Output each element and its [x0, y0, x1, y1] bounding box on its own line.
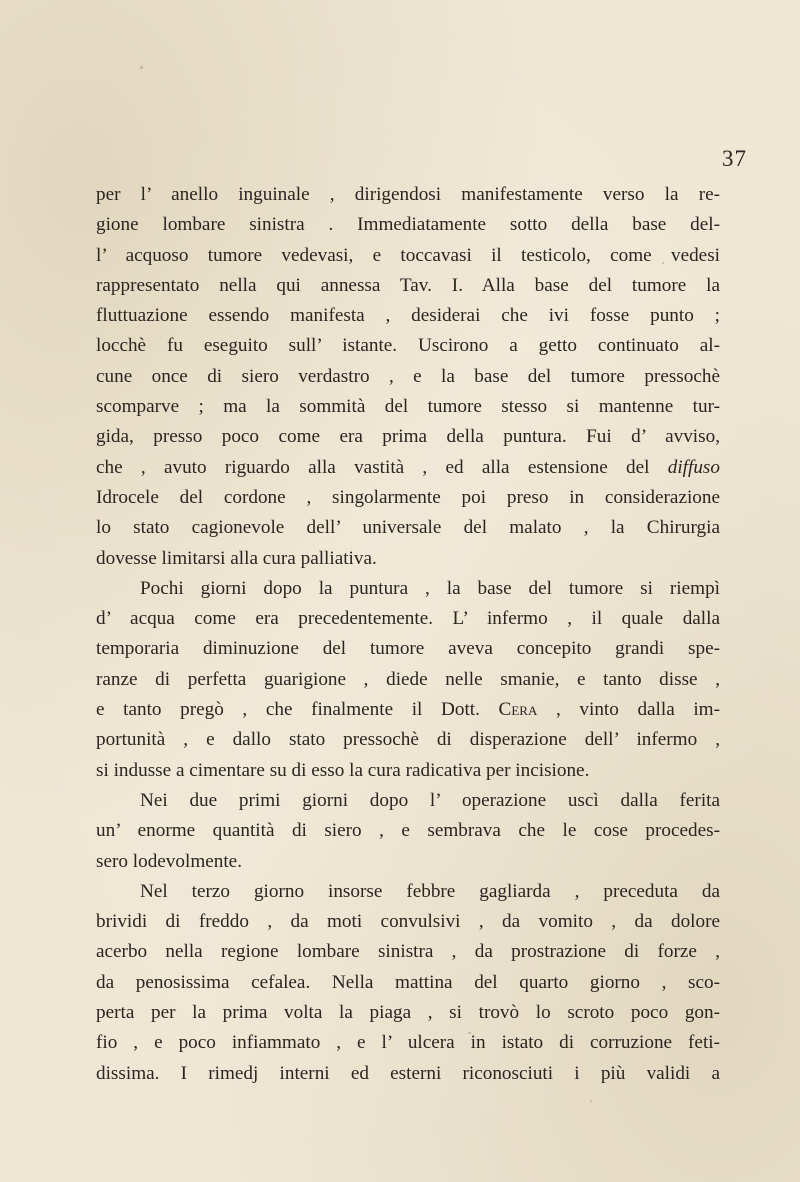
text-line: l’ acquoso tumore vedevasi, e toccavasi il testicolo, come vedesi — [96, 244, 720, 266]
text-line: rappresentato nella qui annessa Tav. I. Alla base del tumore la — [96, 274, 720, 296]
text-line: brividi di freddo , da moti convulsivi , da vomito , da dolore — [96, 911, 720, 933]
paper-spot — [662, 262, 664, 264]
text-line: locchè fu eseguito sull’ istante. Uscirono a getto continuato al- — [96, 335, 720, 357]
text-line: fio , e poco infiammato , e l’ ulcera in istato di corruzione feti- — [96, 1032, 720, 1054]
text-line: Pochi giorni dopo la puntura , la base del tumore si riempì — [140, 577, 720, 599]
text-line: ranze di perfetta guarigione , diede nelle smanie, e tanto disse , — [96, 668, 720, 690]
paper-spot — [468, 1032, 471, 1034]
text-line: si indusse a cimentare su di esso la cura radicativa per incisione. — [96, 759, 590, 781]
text-line: e tanto pregò , che finalmente il Dott. Cera , vinto dalla im- — [96, 699, 720, 721]
small-caps-name: Cera — [498, 699, 538, 721]
text-line: gida, presso poco come era prima della puntura. Fui d’ avviso, — [96, 426, 720, 448]
text-line: fluttuazione essendo manifesta , desiderai che ivi fosse punto ; — [96, 305, 720, 327]
text-line: sero lodevolmente. — [96, 850, 242, 872]
text-line: Nel terzo giorno insorse febbre gagliarda , preceduta da — [140, 880, 720, 902]
body-text — [96, 180, 720, 1089]
text-line: acerbo nella regione lombare sinistra , da prostrazione di forze , — [96, 941, 720, 963]
text-line: da penosissima cefalea. Nella mattina del quarto giorno , sco- — [96, 971, 720, 993]
text-line: gione lombare sinistra . Immediatamente sotto della base del- — [96, 214, 720, 236]
text-line: portunità , e dallo stato pressochè di disperazione dell’ infermo , — [96, 729, 720, 751]
text-line: Nei due primi giorni dopo l’ operazione uscì dalla ferita — [140, 789, 720, 811]
italic-word: diffuso — [667, 456, 720, 478]
paper-spot — [140, 66, 143, 69]
text-line: che , avuto riguardo alla vastità , ed alla estensione del diffuso — [96, 456, 720, 478]
text-line: per l’ anello inguinale , dirigendosi manifestamente verso la re- — [96, 184, 720, 205]
text-line: dissima. I rimedj interni ed esterni riconosciuti i più validi a — [96, 1062, 720, 1084]
text-line: dovesse limitarsi alla cura palliativa. — [96, 547, 377, 569]
text-line: perta per la prima volta la piaga , si trovò lo scroto poco gon- — [96, 1002, 720, 1024]
text-line: cune once di siero verdastro , e la base del tumore pressochè — [96, 365, 720, 387]
paper-spot — [590, 1100, 592, 1102]
text-line: scomparve ; ma la sommità del tumore stesso si mantenne tur- — [96, 396, 720, 418]
page-number: 37 — [722, 146, 747, 171]
text-line: d’ acqua come era precedentemente. L’ infermo , il quale dalla — [96, 608, 720, 630]
text-line: lo stato cagionevole dell’ universale del malato , la Chirurgia — [96, 517, 720, 539]
text-line: temporaria diminuzione del tumore aveva concepito grandi spe- — [96, 638, 720, 660]
text-line: Idrocele del cordone , singolarmente poi preso in considerazione — [96, 486, 720, 508]
text-line: un’ enorme quantità di siero , e sembrava che le cose procedes- — [96, 820, 720, 842]
